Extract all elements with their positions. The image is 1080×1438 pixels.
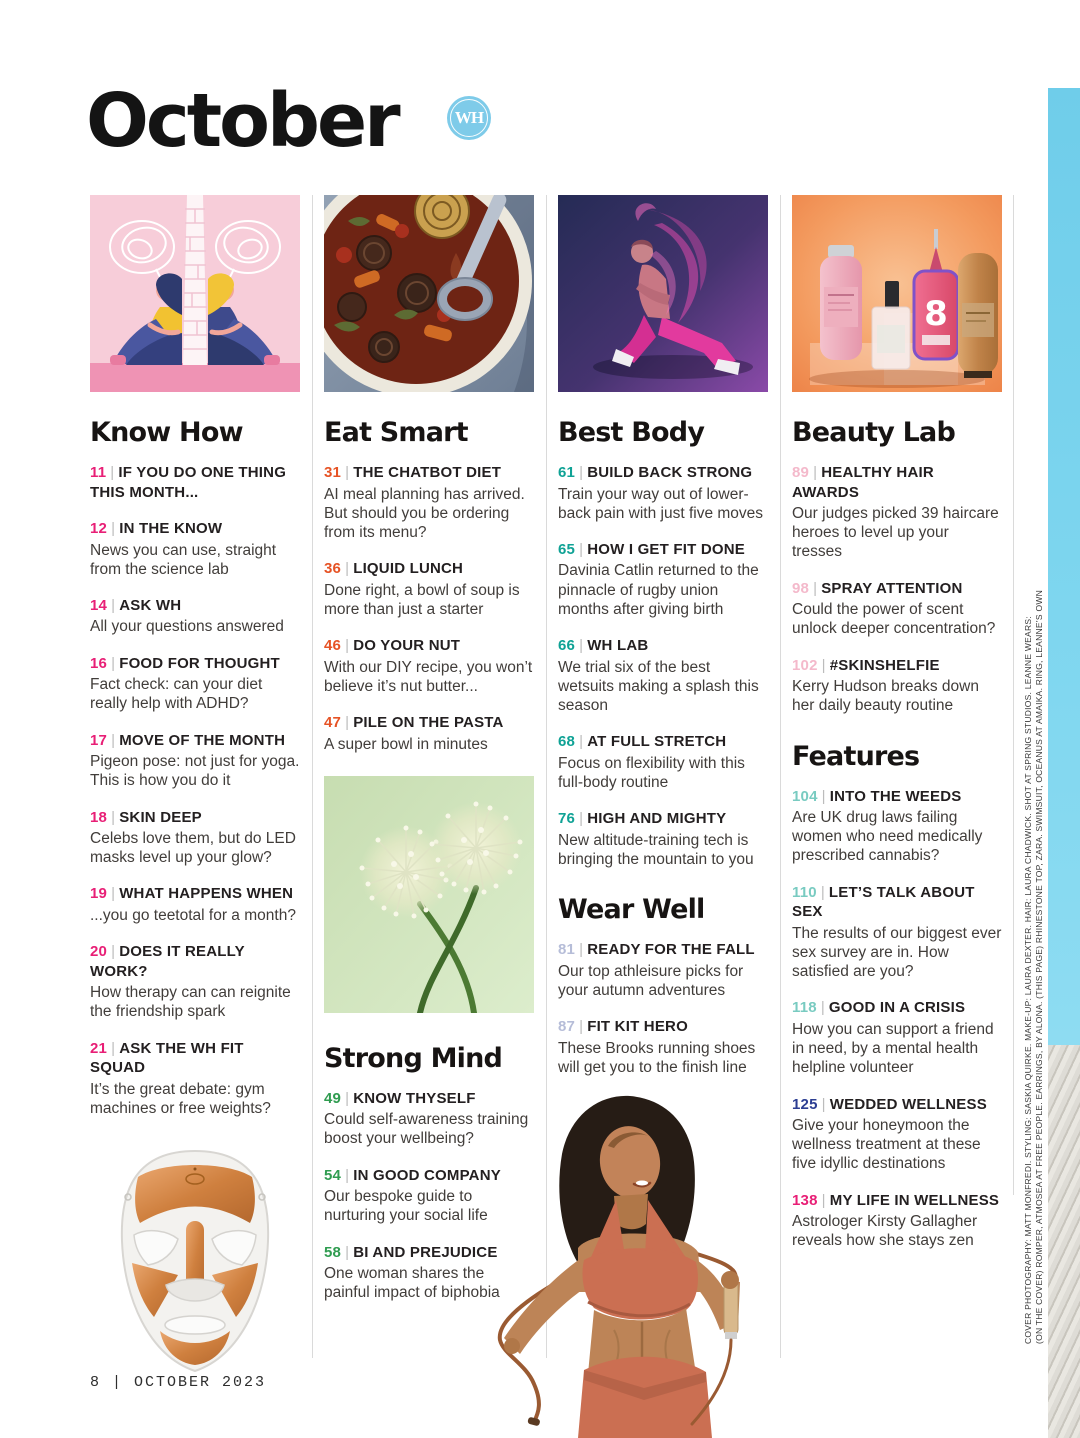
toc-entry xyxy=(558,636,768,715)
section-heading-know-how: Know How xyxy=(90,417,243,448)
photo-credits-line1: COVER PHOTOGRAPHY: MATT MONFREDI. STYLING: SASKIA QUIRKE. MAKE-UP: LAURA DEXTER. HAIR: LAURA CHADWICK. SHOT AT SPRING STUDIOS. LEANNE WEARS: xyxy=(1023,616,1033,1344)
separator: | xyxy=(813,464,818,481)
toc-entry xyxy=(792,656,1002,716)
toc-entry-head xyxy=(324,463,534,483)
entry-title: DO YOUR NUT xyxy=(353,637,461,655)
entry-description: AI meal planning has arrived. But should you be ordering from its menu? xyxy=(324,485,525,541)
entry-title: DOES IT REALLY WORK? xyxy=(90,943,245,980)
separator: | xyxy=(110,464,115,481)
separator: | xyxy=(345,1089,350,1107)
separator: | xyxy=(345,714,350,732)
toc-entry xyxy=(792,998,1002,1077)
separator: | xyxy=(345,560,350,578)
toc-entry xyxy=(324,636,534,696)
entry-description: Our top athleisure picks for your autumn adventures xyxy=(558,962,744,999)
toc-entry xyxy=(90,463,300,502)
entry-title: #SKINSHELFIE xyxy=(829,656,940,674)
section-heading-eat-smart: Eat Smart xyxy=(324,417,468,448)
toc-entry-head xyxy=(792,883,1002,922)
separator: | xyxy=(820,883,825,901)
page-number: 65 xyxy=(558,540,576,558)
page-number: 87 xyxy=(558,1018,576,1036)
entry-description: Train your way out of lower-back pain with just five moves xyxy=(558,485,764,522)
separator: | xyxy=(821,1095,826,1113)
entry-title: KNOW THYSELF xyxy=(353,1089,476,1107)
section-heading-best-body: Best Body xyxy=(558,417,705,448)
toc-entry-head xyxy=(558,463,768,483)
page-number: 98 xyxy=(792,579,810,597)
toc-entry xyxy=(90,519,300,579)
entry-description: Done right, a bowl of soup is more than just a starter xyxy=(324,581,520,618)
entry-title: READY FOR THE FALL xyxy=(587,941,755,959)
section-heading-wear-well: Wear Well xyxy=(558,894,705,926)
entry-title: INTO THE WEEDS xyxy=(829,787,962,805)
entry-description: We trial six of the best wetsuits making a splash this season xyxy=(558,658,759,715)
led-mask-svg xyxy=(90,1135,300,1385)
entry-description: How therapy can can reignite the friendship spark xyxy=(90,984,291,1021)
toc-entry-head xyxy=(792,787,1002,807)
entry-description: All your questions answered xyxy=(90,618,284,636)
entry-title: PILE ON THE PASTA xyxy=(353,714,504,732)
entry-title: ASK THE WH FIT SQUAD xyxy=(90,1039,244,1077)
page-number: 138 xyxy=(792,1191,818,1209)
wh-logo-text: WH xyxy=(454,108,484,127)
toc-entry-head xyxy=(792,463,1002,502)
separator: | xyxy=(579,810,584,828)
toc-entry-head xyxy=(558,1017,768,1037)
toc-entry-head xyxy=(90,596,300,616)
jump-rope-woman-image xyxy=(438,1082,790,1438)
toc-entry-head xyxy=(324,636,534,656)
entry-title: MY LIFE IN WELLNESS xyxy=(829,1191,1000,1209)
entry-description: Give your honeymoon the wellness treatment at these five idyllic destinations xyxy=(792,1117,981,1173)
entry-description: ...you go teetotal for a month? xyxy=(90,906,296,924)
entry-title: SPRAY ATTENTION xyxy=(821,579,963,597)
page-number: 76 xyxy=(558,810,576,828)
toc-entry-head xyxy=(558,540,768,560)
page-number: 11 xyxy=(90,464,107,481)
page-number: 49 xyxy=(324,1089,342,1107)
toc-entry-head xyxy=(324,713,534,733)
entry-title: IN GOOD COMPANY xyxy=(353,1166,501,1184)
page-number: 125 xyxy=(792,1095,818,1113)
allium-image xyxy=(324,776,534,1018)
soup-image xyxy=(324,195,534,392)
entry-title: HEALTHY HAIR AWARDS xyxy=(792,464,934,501)
separator: | xyxy=(821,1191,826,1209)
beauty-products-image xyxy=(792,195,1002,392)
separator: | xyxy=(111,1039,116,1057)
entry-description: Fact check: can your diet really help with ADHD? xyxy=(90,676,263,713)
page-number: 104 xyxy=(792,787,818,805)
page-number: 46 xyxy=(324,637,342,655)
therapy-illustration-image xyxy=(90,195,300,392)
page-number: 12 xyxy=(90,520,108,537)
toc-entry xyxy=(792,1191,1002,1251)
toc-entry xyxy=(90,884,300,925)
separator: | xyxy=(111,596,116,614)
wh-logo-icon xyxy=(447,96,491,140)
column-divider xyxy=(1013,195,1014,1195)
photo-credits-line2: (ON THE COVER) ROMPER, ATMOSEA AT FREE PEOPLE. EARRINGS, BY ALONA. (THIS PAGE) RHINESTONE TOP, ZARA. SWIMSUIT, OCEANUS AT AMAIKA. RING, LEANNE’S OWN xyxy=(1034,590,1044,1344)
column-divider xyxy=(312,195,313,1358)
entry-description: One woman shares the painful impact of biphobia xyxy=(324,1265,500,1302)
toc-entry-head xyxy=(792,998,1002,1018)
toc-entry xyxy=(792,787,1002,866)
page-number: 61 xyxy=(558,464,576,481)
toc-entry-head xyxy=(792,579,1002,599)
column-beauty-lab xyxy=(792,195,1002,1268)
page-number: 19 xyxy=(90,885,108,903)
separator: | xyxy=(579,733,584,751)
svg-text:8: 8 xyxy=(924,294,948,334)
toc-entry-head xyxy=(90,942,300,981)
page-number: 31 xyxy=(324,464,342,481)
section-heading-features: Features xyxy=(792,740,920,772)
entry-title: GOOD IN A CRISIS xyxy=(828,999,966,1017)
toc-entry xyxy=(558,540,768,619)
toc-entry-head xyxy=(792,1095,1002,1115)
next-page-edge xyxy=(1048,88,1080,1438)
toc-entry-head xyxy=(558,636,768,656)
photo-credits xyxy=(1023,590,1045,1344)
separator: | xyxy=(345,464,350,481)
entry-description: Astrologer Kirsty Gallagher reveals how she stays zen xyxy=(792,1213,978,1250)
entry-description: Our judges picked 39 haircare heroes to level up your tresses xyxy=(792,505,999,561)
section-features xyxy=(792,740,1002,1251)
separator: | xyxy=(820,999,825,1017)
section-heading-beauty-lab: Beauty Lab xyxy=(792,417,955,448)
toc-entry xyxy=(90,731,300,791)
page-title: October xyxy=(86,78,398,164)
entry-title: THE CHATBOT DIET xyxy=(353,464,502,481)
separator: | xyxy=(821,787,826,805)
toc-entry-head xyxy=(324,559,534,579)
toc-entry-head xyxy=(90,519,300,539)
section-eat-smart xyxy=(324,419,534,754)
entry-description: Davinia Catlin returned to the pinnacle of rugby union months after giving birth xyxy=(558,562,759,618)
toc-entry-head xyxy=(558,809,768,829)
entry-title: BI AND PREJUDICE xyxy=(353,1243,498,1261)
entry-description: Pigeon pose: not just for yoga. This is how you do it xyxy=(90,753,300,790)
entry-title: WEDDED WELLNESS xyxy=(829,1095,987,1113)
toc-entry-head xyxy=(792,1191,1002,1211)
entry-description: Focus on flexibility with this full-body routine xyxy=(558,754,745,791)
entry-title: FOOD FOR THOUGHT xyxy=(119,654,280,672)
page-number: 18 xyxy=(90,808,108,826)
section-beauty-lab xyxy=(792,419,1002,716)
separator: | xyxy=(821,656,826,674)
separator: | xyxy=(111,654,116,672)
toc-entry xyxy=(558,732,768,792)
section-wear-well xyxy=(558,896,768,1077)
jump-rope-woman-svg xyxy=(438,1082,790,1438)
page-number: 68 xyxy=(558,733,576,751)
separator: | xyxy=(579,464,584,481)
page-number: 89 xyxy=(792,464,810,481)
section-best-body xyxy=(558,419,768,869)
next-page-edge-blue xyxy=(1048,88,1080,1045)
entry-title: BUILD BACK STRONG xyxy=(587,464,753,481)
toc-entry xyxy=(792,579,1002,639)
toc-entry xyxy=(558,809,768,869)
entry-title: AT FULL STRETCH xyxy=(587,733,727,751)
entry-description: News you can use, straight from the science lab xyxy=(90,541,277,578)
entry-description: Our bespoke guide to nurturing your social life xyxy=(324,1188,488,1225)
toc-entry xyxy=(90,596,300,637)
toc-entry xyxy=(792,883,1002,982)
entry-title: HOW I GET FIT DONE xyxy=(587,540,745,558)
toc-entry xyxy=(792,1095,1002,1174)
entry-description: With our DIY recipe, you won’t believe it’s nut butter... xyxy=(324,658,533,695)
toc-entry xyxy=(90,808,300,868)
page-number: 58 xyxy=(324,1243,342,1261)
entry-title: FIT KIT HERO xyxy=(587,1018,688,1036)
section-know-how xyxy=(90,419,300,1118)
separator: | xyxy=(345,1166,350,1184)
entry-description: These Brooks running shoes will get you to the finish line xyxy=(558,1039,756,1076)
entry-title: LET’S TALK ABOUT SEX xyxy=(792,883,975,921)
toc-entry xyxy=(324,463,534,542)
separator: | xyxy=(345,637,350,655)
next-page-edge-texture xyxy=(1048,1045,1080,1438)
toc-entry xyxy=(90,654,300,714)
toc-entry xyxy=(324,559,534,619)
page-number: 20 xyxy=(90,943,108,961)
entry-description: How you can support a friend in need, by a mental health helpline volunteer xyxy=(792,1020,994,1077)
athlete-image xyxy=(558,195,768,392)
page-number: 21 xyxy=(90,1039,108,1057)
entry-description: Could the power of scent unlock deeper concentration? xyxy=(792,601,996,638)
toc-entry xyxy=(558,1017,768,1077)
entry-description: New altitude-training tech is bringing the mountain to you xyxy=(558,831,754,868)
page-number: 102 xyxy=(792,656,818,674)
separator: | xyxy=(111,808,116,826)
toc-entry-head xyxy=(90,1039,300,1078)
page-number: 47 xyxy=(324,714,342,732)
toc-entry-head xyxy=(90,808,300,828)
page-folio: 8 | OCTOBER 2023 xyxy=(90,1374,267,1391)
toc-entry xyxy=(792,463,1002,562)
separator: | xyxy=(111,943,116,961)
page-number: 66 xyxy=(558,637,576,655)
separator: | xyxy=(579,637,584,655)
entry-description: A super bowl in minutes xyxy=(324,735,488,753)
entry-title: IF YOU DO ONE THING THIS MONTH... xyxy=(90,464,287,501)
entry-title: MOVE OF THE MONTH xyxy=(119,731,286,749)
entry-description: Are UK drug laws failing women who need medically prescribed cannabis? xyxy=(792,809,983,865)
toc-entry-head xyxy=(90,463,300,502)
entry-title: WH LAB xyxy=(587,637,649,655)
separator: | xyxy=(579,941,584,959)
separator: | xyxy=(813,579,818,597)
entry-title: WHAT HAPPENS WHEN xyxy=(119,885,294,903)
entry-title: SKIN DEEP xyxy=(119,808,202,826)
separator: | xyxy=(111,520,116,537)
toc-entry xyxy=(324,713,534,754)
toc-entry-head xyxy=(558,940,768,960)
entry-title: ASK WH xyxy=(119,596,182,614)
page-number: 81 xyxy=(558,941,576,959)
column-know-how xyxy=(90,195,300,1390)
page-number: 16 xyxy=(90,654,108,672)
led-mask-image xyxy=(90,1135,300,1390)
page-number: 14 xyxy=(90,596,108,614)
separator: | xyxy=(111,731,116,749)
entry-title: IN THE KNOW xyxy=(119,520,223,537)
page-number: 54 xyxy=(324,1166,342,1184)
page-number: 36 xyxy=(324,560,342,578)
toc-entry xyxy=(558,940,768,1000)
toc-entry-head xyxy=(90,654,300,674)
entry-description: The results of our biggest ever sex survey are in. How satisfied are you? xyxy=(792,924,1002,981)
page-number: 118 xyxy=(792,999,817,1017)
toc-entry xyxy=(558,463,768,523)
entry-description: It’s the great debate: gym machines or free weights? xyxy=(90,1080,271,1117)
separator: | xyxy=(579,540,584,558)
separator: | xyxy=(579,1018,584,1036)
section-heading-strong-mind: Strong Mind xyxy=(324,1042,503,1074)
separator: | xyxy=(345,1243,350,1261)
entry-description: Celebs love them, but do LED masks level up your glow? xyxy=(90,830,296,867)
toc-entry xyxy=(90,942,300,1021)
entry-description: Kerry Hudson breaks down her daily beauty routine xyxy=(792,678,979,715)
page-number: 110 xyxy=(792,883,817,901)
page-number: 17 xyxy=(90,731,108,749)
toc-entry-head xyxy=(90,884,300,904)
entry-description: Could self-awareness training boost your wellbeing? xyxy=(324,1111,529,1148)
toc-entry-head xyxy=(90,731,300,751)
toc-entry xyxy=(90,1039,300,1118)
entry-title: HIGH AND MIGHTY xyxy=(587,810,727,828)
toc-entry-head xyxy=(792,656,1002,676)
column-best-body xyxy=(558,195,768,1094)
separator: | xyxy=(111,885,116,903)
toc-entry-head xyxy=(558,732,768,752)
entry-title: LIQUID LUNCH xyxy=(353,560,464,578)
allium-svg xyxy=(324,776,534,1013)
